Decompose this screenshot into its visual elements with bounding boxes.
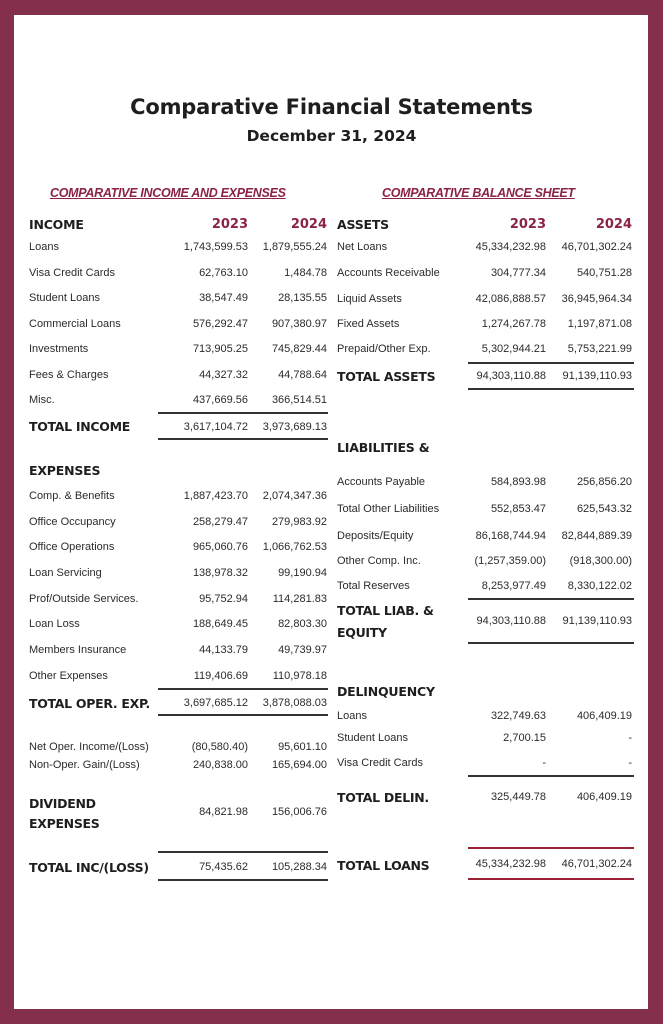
net-oper-income-2024: 95,601.10 [278, 741, 327, 753]
liability-row-2023: 8,253,977.49 [481, 580, 546, 592]
non-oper-gain-2024: 165,694.00 [271, 759, 327, 771]
liability-row-2024: 256,856.20 [576, 476, 632, 488]
delinquency-row-2023: 322,749.63 [490, 710, 546, 722]
total-income-2024: 3,973,689.13 [262, 421, 327, 433]
non-oper-gain-2023: 240,838.00 [192, 759, 248, 771]
income-row-label: Investments [29, 343, 89, 355]
income-row-2024: 1,484.78 [284, 267, 327, 279]
income-row-label: Student Loans [29, 292, 100, 304]
asset-row-2023: 5,302,944.21 [481, 343, 546, 355]
income-row-label: Misc. [29, 394, 55, 406]
delinquency-row-2024: 406,409.19 [576, 710, 632, 722]
income-row-2023: 437,669.56 [192, 394, 248, 406]
dividend-label-line1: DIVIDEND [29, 796, 96, 811]
total-inc-loss-2024: 105,288.34 [271, 861, 327, 873]
total-assets-label: TOTAL ASSETS [337, 369, 436, 384]
asset-row-label: Liquid Assets [337, 293, 402, 305]
delinquency-row-label: Student Loans [337, 732, 408, 744]
income-row-2024: 907,380.97 [271, 318, 327, 330]
net-oper-income-label: Net Oper. Income/(Loss) [29, 741, 149, 753]
asset-row-label: Prepaid/Other Exp. [337, 343, 431, 355]
dividend-label-line2: EXPENSES [29, 816, 100, 831]
page-title: Comparative Financial Statements [130, 95, 533, 119]
income-row-2023: 713,905.25 [192, 343, 248, 355]
total-liab-equity-label-line1: TOTAL LIAB. & [337, 603, 434, 618]
expense-row-label: Prof/Outside Services. [29, 593, 139, 605]
expense-row-2024: 2,074,347.36 [262, 490, 327, 502]
expense-row-label: Office Occupancy [29, 516, 116, 528]
liabilities-heading: LIABILITIES & [337, 440, 430, 455]
liability-row-label: Total Other Liabilities [337, 503, 440, 515]
liability-row-label: Accounts Payable [337, 476, 426, 488]
expense-row-2023: 119,406.69 [193, 670, 248, 682]
income-subtotal-rule [158, 412, 328, 414]
non-oper-gain-label: Non-Oper. Gain/(Loss) [29, 759, 140, 771]
asset-row-label: Fixed Assets [337, 318, 400, 330]
assets-heading: ASSETS [337, 217, 389, 232]
income-row-2024: 44,788.64 [278, 369, 327, 381]
asset-row-2023: 1,274,267.78 [481, 318, 546, 330]
expense-row-2024: 82,803.30 [278, 618, 327, 630]
total-income-label: TOTAL INCOME [29, 419, 130, 434]
income-row-2023: 44,327.32 [199, 369, 248, 381]
total-inc-loss-label: TOTAL INC/(LOSS) [29, 860, 149, 875]
total-assets-2023: 94,303,110.88 [476, 370, 546, 382]
liability-row-2024: 82,844,889.39 [561, 530, 632, 542]
delinquency-heading: DELINQUENCY [337, 684, 435, 699]
income-row-label: Visa Credit Cards [29, 267, 115, 279]
total-loans-2024: 46,701,302.24 [561, 858, 632, 870]
income-row-2023: 576,292.47 [192, 318, 248, 330]
expense-row-label: Other Expenses [29, 670, 108, 682]
expense-row-label: Loan Servicing [29, 567, 102, 579]
income-row-2024: 1,879,555.24 [262, 241, 327, 253]
income-heading: INCOME [29, 217, 84, 232]
asset-row-2024: 36,945,964.34 [561, 293, 632, 305]
asset-row-2023: 304,777.34 [490, 267, 546, 279]
asset-row-label: Accounts Receivable [337, 267, 440, 279]
income-row-label: Loans [29, 241, 59, 253]
bs-year-2023-header: 2023 [509, 217, 546, 232]
expenses-subtotal-rule [158, 688, 328, 690]
expense-row-2023: 138,978.32 [192, 567, 248, 579]
expense-row-label: Office Operations [29, 541, 115, 553]
delinquency-row-label: Visa Credit Cards [337, 757, 423, 769]
income-row-2023: 38,547.49 [199, 292, 248, 304]
delinquency-row-2024: - [628, 732, 632, 744]
expense-row-2023: 258,279.47 [192, 516, 248, 528]
liability-row-label: Deposits/Equity [337, 530, 414, 542]
liability-row-2023: 552,853.47 [490, 503, 546, 515]
expense-row-2023: 965,060.76 [192, 541, 248, 553]
expense-row-2023: 1,887,423.70 [183, 490, 248, 502]
total-delin-2023: 325,449.78 [490, 791, 546, 803]
page-date: December 31, 2024 [246, 127, 417, 145]
expense-row-2024: 99,190.94 [278, 567, 327, 579]
delinquency-row-2023: - [542, 757, 546, 769]
dividend-expenses-2024: 156,006.76 [271, 806, 327, 818]
liability-row-label: Other Comp. Inc. [337, 555, 421, 567]
total-liab-equity-label-line2: EQUITY [337, 625, 387, 640]
asset-row-label: Net Loans [337, 241, 388, 253]
income-row-label: Commercial Loans [29, 318, 121, 330]
expense-row-2024: 110,978.18 [272, 670, 327, 682]
asset-row-2023: 42,086,888.57 [475, 293, 546, 305]
delinquency-row-label: Loans [337, 710, 367, 722]
total-oper-exp-2023: 3,697,685.12 [183, 697, 248, 709]
asset-row-2024: 5,753,221.99 [567, 343, 632, 355]
income-row-label: Fees & Charges [29, 369, 109, 381]
expense-row-2024: 1,066,762.53 [262, 541, 327, 553]
expense-row-2024: 114,281.83 [272, 593, 327, 605]
asset-row-2024: 1,197,871.08 [567, 318, 632, 330]
delinquency-subtotal-rule [468, 775, 634, 777]
expenses-heading: EXPENSES [29, 463, 101, 478]
liability-row-2023: 584,893.98 [490, 476, 546, 488]
total-inc-loss-top-rule [158, 851, 328, 853]
year-2023-header: 2023 [211, 217, 248, 232]
income-row-2023: 62,763.10 [199, 267, 248, 279]
asset-row-2023: 45,334,232.98 [475, 241, 546, 253]
liability-row-2024: 8,330,122.02 [567, 580, 632, 592]
liability-row-label: Total Reserves [337, 580, 410, 592]
bs-year-2024-header: 2024 [595, 217, 632, 232]
liability-row-2023: 86,168,744.94 [475, 530, 546, 542]
liability-row-2024: 625,543.32 [576, 503, 632, 515]
expense-row-2024: 49,739.97 [278, 644, 327, 656]
balance-sheet-section-title: COMPARATIVE BALANCE SHEET [382, 186, 575, 200]
income-row-2023: 1,743,599.53 [183, 241, 248, 253]
liabilities-subtotal-rule [468, 598, 634, 600]
total-loans-bottom-rule [468, 878, 634, 880]
expense-row-label: Loan Loss [29, 618, 80, 630]
net-oper-income-2023: (80,580.40) [191, 741, 248, 753]
income-row-2024: 366,514.51 [271, 394, 327, 406]
asset-row-2024: 46,701,302.24 [561, 241, 632, 253]
dividend-expenses-2023: 84,821.98 [199, 806, 248, 818]
delinquency-row-2024: - [628, 757, 632, 769]
expense-row-2023: 95,752.94 [199, 593, 248, 605]
total-inc-loss-bottom-rule [158, 879, 328, 881]
expense-row-label: Members Insurance [29, 644, 127, 656]
total-income-rule [158, 438, 328, 440]
total-income-2023: 3,617,104.72 [183, 421, 248, 433]
asset-row-2024: 540,751.28 [576, 267, 632, 279]
total-oper-exp-rule [158, 714, 328, 716]
total-loans-2023: 45,334,232.98 [475, 858, 546, 870]
total-liab-equity-2023: 94,303,110.88 [476, 615, 546, 627]
total-liab-equity-2024: 91,139,110.93 [562, 615, 632, 627]
expense-row-2023: 44,133.79 [199, 644, 248, 656]
total-loans-top-rule [468, 847, 634, 849]
liability-row-2024: (918,300.00) [569, 555, 632, 567]
total-delin-label: TOTAL DELIN. [337, 790, 429, 805]
income-row-2024: 28,135.55 [278, 292, 327, 304]
total-loans-label: TOTAL LOANS [337, 858, 430, 873]
total-inc-loss-2023: 75,435.62 [199, 861, 248, 873]
expense-row-2024: 279,983.92 [271, 516, 327, 528]
income-expenses-section-title: COMPARATIVE INCOME AND EXPENSES [50, 186, 286, 200]
total-assets-rule [468, 388, 634, 390]
liability-row-2023: (1,257,359.00) [474, 555, 546, 567]
income-row-2024: 745,829.44 [271, 343, 327, 355]
assets-subtotal-rule [468, 362, 634, 364]
expense-row-2023: 188,649.45 [192, 618, 248, 630]
expense-row-label: Comp. & Benefits [29, 490, 115, 502]
total-assets-2024: 91,139,110.93 [562, 370, 632, 382]
year-2024-header: 2024 [290, 217, 327, 232]
delinquency-row-2023: 2,700.15 [503, 732, 546, 744]
total-oper-exp-label: TOTAL OPER. EXP. [29, 696, 150, 711]
total-liab-equity-rule [468, 642, 634, 644]
total-delin-2024: 406,409.19 [576, 791, 632, 803]
total-oper-exp-2024: 3,878,088.03 [262, 697, 327, 709]
